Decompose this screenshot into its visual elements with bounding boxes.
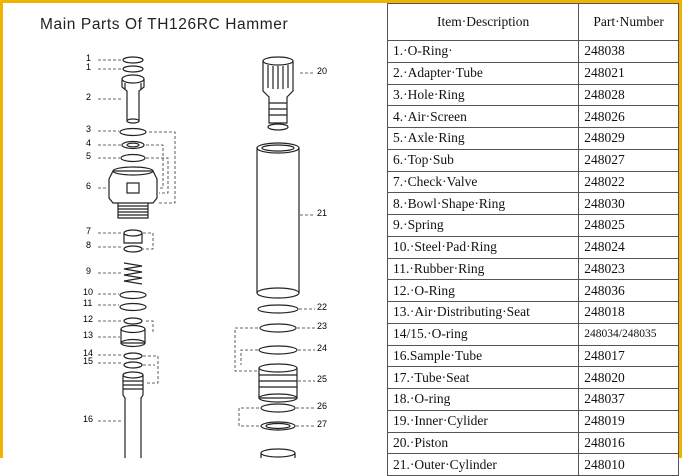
part-steel-pad-ring [120,292,146,299]
label-6: 6 [86,181,92,191]
item-description-cell: 11.·Rubber·Ring [388,258,579,280]
parts-table [387,3,679,476]
item-description-cell: 16.Sample·Tube [388,345,579,367]
part-number-cell: 248027 [579,149,679,171]
label-11: 11 [83,298,93,308]
item-description-cell: 19.·Inner·Cylider [388,410,579,432]
label-27: 27 [317,419,328,429]
item-description-cell: 20.·Piston [388,432,579,454]
part-number-cell: 248029 [579,128,679,150]
part-number-cell: 248018 [579,302,679,324]
part-o-ring-1 [123,57,143,63]
label-13: 13 [83,330,94,340]
part-inner-cylinder [259,346,297,354]
item-description-cell: 18.·O-ring [388,389,579,411]
item-description-cell: 5.·Axle·Ring [388,128,579,150]
part-number-cell: 248020 [579,367,679,389]
label-4: 4 [86,138,92,148]
part-air-distributing-seat [121,326,145,347]
label-25: 25 [317,374,328,384]
part-spring [124,263,142,284]
label-15: 15 [83,356,94,366]
part-number-cell: 248025 [579,215,679,237]
table-row [388,171,679,193]
item-description-cell: 4.·Air·Screen [388,106,579,128]
part-number-cell: 248010 [579,454,679,476]
parts-diagram-panel [3,3,387,458]
item-description-cell: 13.·Air·Distributing·Seat [388,302,579,324]
item-description-cell: 3.·Hole·Ring [388,84,579,106]
part-sample-tube [123,372,143,458]
table-row [388,149,679,171]
part-o-ring-26 [261,404,295,412]
part-o-ring-15 [124,362,142,368]
label-3: 3 [86,124,92,134]
label-26: 26 [317,401,328,411]
part-number-cell: 248023 [579,258,679,280]
exploded-parts-diagram [3,3,387,458]
part-outer-cylinder [257,143,299,298]
label-24: 24 [317,343,328,353]
table-row [388,41,679,63]
table-row [388,236,679,258]
part-rubber-ring [120,304,146,311]
part-number-cell: 248030 [579,193,679,215]
part-air-screen [122,142,144,149]
part-check-valve [124,230,142,243]
table-row [388,128,679,150]
part-number-cell: 248021 [579,62,679,84]
table-row [388,215,679,237]
part-number-cell: 248024 [579,236,679,258]
table-row [388,106,679,128]
table-row [388,84,679,106]
part-piston [263,57,293,130]
label-12: 12 [83,314,94,324]
table-row [388,432,679,454]
table-row [388,389,679,411]
part-number-cell: 248026 [579,106,679,128]
table-row [388,367,679,389]
item-description-cell: 17.·Tube·Seat [388,367,579,389]
part-bowl-shape-ring [124,246,142,252]
item-description-cell: 10.·Steel·Pad·Ring [388,236,579,258]
part-o-ring-12 [124,318,142,324]
diagram-title: Main Parts Of TH126RC Hammer [40,16,289,33]
label-22: 22 [317,302,328,312]
label-1b: 1 [86,62,92,72]
item-description-cell: 12.·O-Ring [388,280,579,302]
part-o-ring-23 [260,324,296,332]
item-description-cell: 9.·Spring [388,215,579,237]
item-description-cell: 7.·Check·Valve [388,171,579,193]
table-row [388,193,679,215]
table-row [388,454,679,476]
part-number-cell: 248022 [579,171,679,193]
item-description-cell: 6.·Top·Sub [388,149,579,171]
part-cylinder-seat [259,364,297,402]
part-bottom-piece [261,449,295,458]
label-21: 21 [317,208,328,218]
table-header-row [388,4,679,41]
table-row [388,302,679,324]
part-number-cell: 248017 [579,345,679,367]
label-8: 8 [86,240,92,250]
label-7: 7 [86,226,92,236]
part-axle-ring [121,155,145,162]
part-number-cell: 248038 [579,41,679,63]
table-row [388,410,679,432]
item-description-cell: 2.·Adapter·Tube [388,62,579,84]
table-row [388,62,679,84]
label-5: 5 [86,151,92,161]
part-number-cell: 248034/248035 [579,323,679,345]
label-16: 16 [83,414,94,424]
label-14: 14 [83,348,94,358]
label-1: 1 [86,53,92,63]
part-number-cell: 248037 [579,389,679,411]
label-20: 20 [317,66,328,76]
part-number-cell: 248016 [579,432,679,454]
label-9: 9 [86,266,92,276]
label-23: 23 [317,321,328,331]
label-10: 10 [83,287,94,297]
part-ring-27 [261,422,295,430]
item-description-cell: 14/15.·O-ring [388,323,579,345]
label-2: 2 [86,92,92,102]
part-o-ring-22 [258,305,298,313]
table-row [388,345,679,367]
part-number-cell: 248019 [579,410,679,432]
part-top-sub [109,167,157,218]
part-adapter-tube [122,75,144,123]
table-row [388,280,679,302]
part-number-cell: 248028 [579,84,679,106]
part-o-ring-14 [124,353,142,359]
item-description-cell: 1.·O-Ring· [388,41,579,63]
part-number-cell: 248036 [579,280,679,302]
item-description-cell: 21.·Outer·Cylinder [388,454,579,476]
header-item-description: Item·Description [388,4,579,41]
table-row [388,323,679,345]
item-description-cell: 8.·Bowl·Shape·Ring [388,193,579,215]
part-hole-ring [120,129,146,136]
part-o-ring-small [123,66,143,72]
header-part-number: Part·Number [579,4,679,41]
table-row [388,258,679,280]
